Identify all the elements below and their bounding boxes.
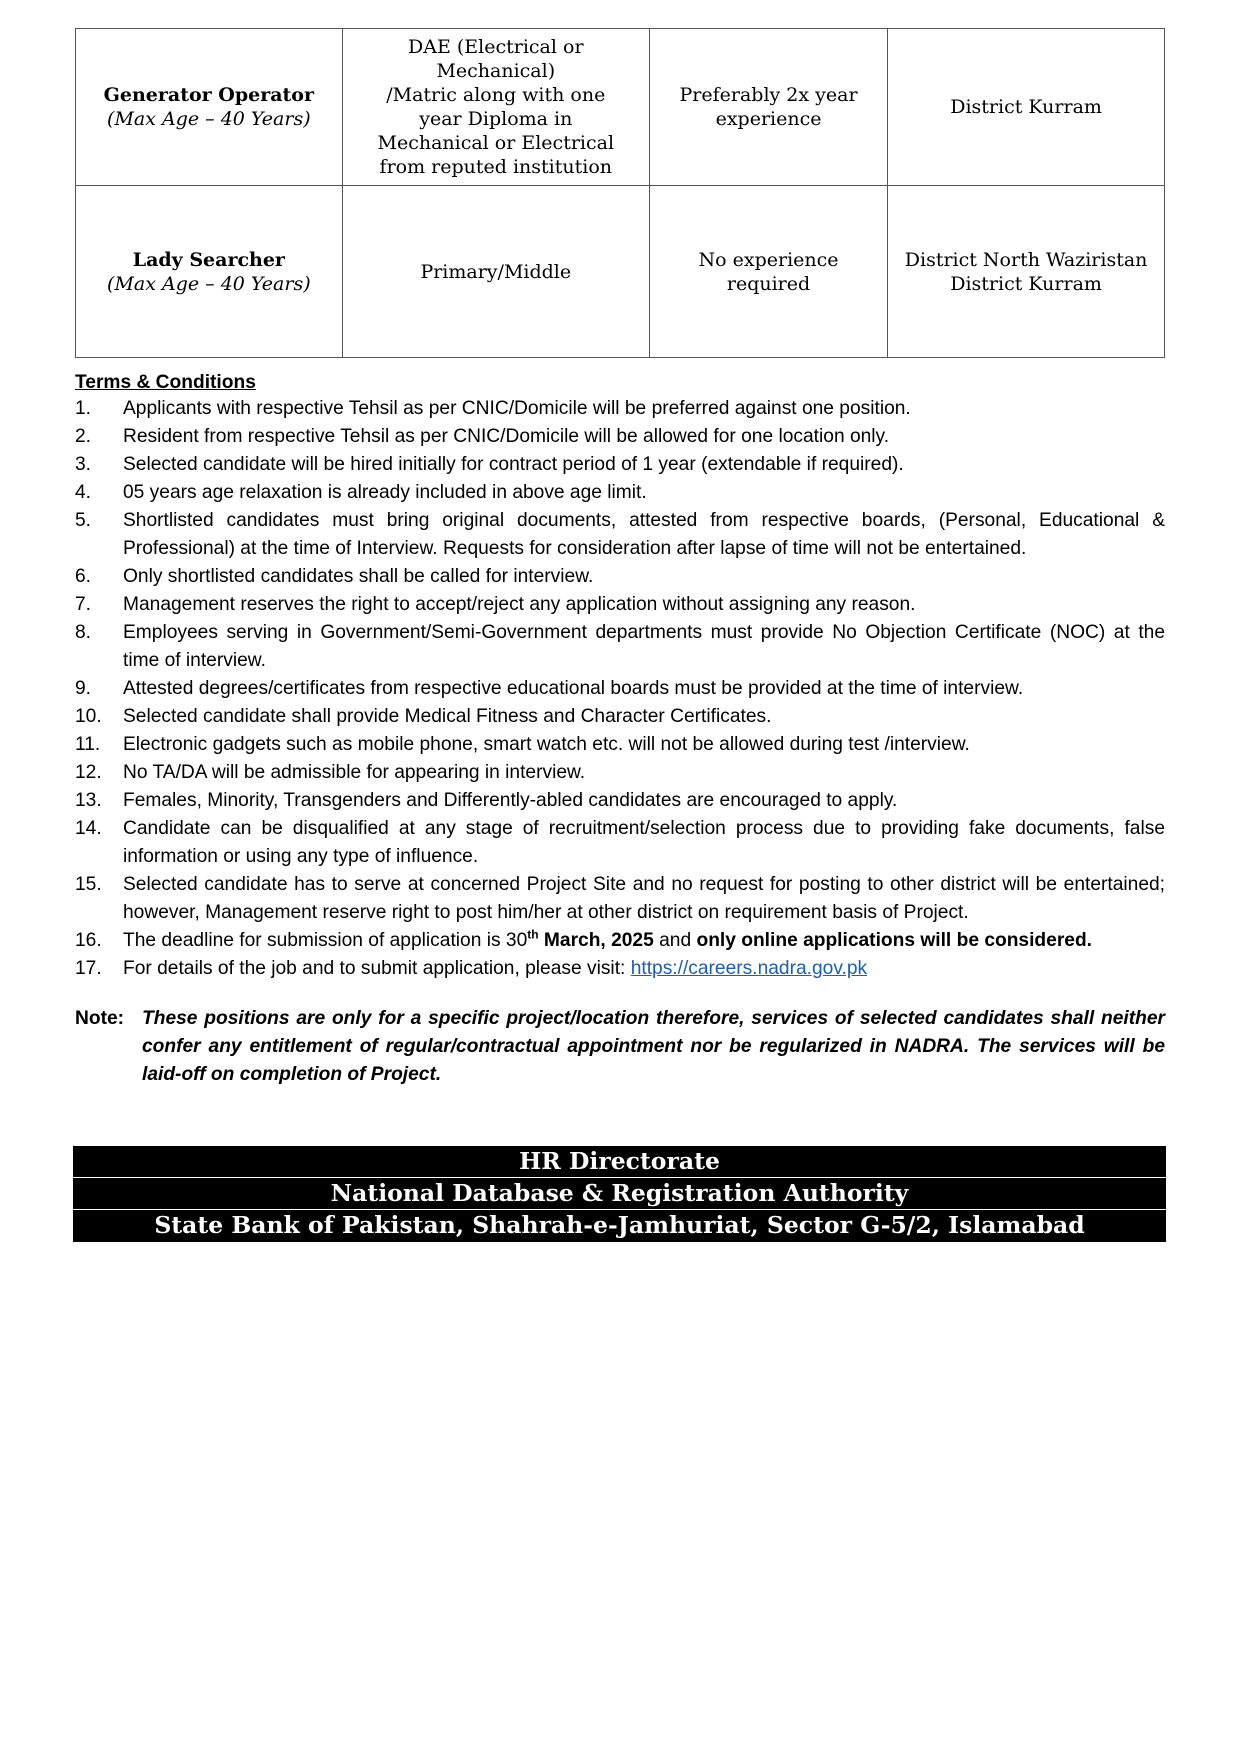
note-label: Note: bbox=[75, 1008, 125, 1029]
item-text: Applicants with respective Tehsil as per CNIC/Domicile will be preferred against one position. bbox=[123, 398, 911, 419]
item-number: 15. bbox=[75, 874, 102, 895]
item-number: 10. bbox=[75, 706, 102, 727]
experience-cell bbox=[649, 29, 887, 186]
position-title: Lady Searcher bbox=[132, 248, 285, 271]
positions-table bbox=[75, 28, 1165, 358]
item-number: 1. bbox=[75, 398, 92, 419]
position-cell bbox=[76, 29, 343, 186]
footer-authority: National Database & Registration Authority bbox=[73, 1178, 1166, 1210]
careers-prefix: For details of the job and to submit application, please visit: bbox=[123, 958, 631, 979]
item-text: Females, Minority, Transgenders and Differently-abled candidates are encouraged to apply. bbox=[123, 790, 898, 811]
item-number: 12. bbox=[75, 762, 102, 783]
list-item bbox=[75, 451, 1165, 479]
list-item bbox=[75, 479, 1165, 507]
item-number: 11. bbox=[75, 734, 101, 755]
list-item bbox=[75, 703, 1165, 731]
deadline-middle: and bbox=[653, 930, 697, 951]
qualification-line: Mechanical or Electrical bbox=[377, 132, 615, 154]
item-number: 14. bbox=[75, 818, 102, 839]
list-item bbox=[75, 563, 1165, 591]
location-line: District North Waziristan bbox=[904, 248, 1148, 271]
list-item bbox=[75, 787, 1165, 815]
document-page bbox=[75, 28, 1165, 1089]
item-text: Shortlisted candidates must bring original documents, attested from respective boards, (Personal, Educational & Professional) at the time of Interview. Requests for consideration after lapse of time will not be entertained. bbox=[123, 510, 1165, 559]
qualification-line: year Diploma in bbox=[419, 108, 573, 130]
list-item bbox=[75, 815, 1165, 871]
position-max-age: (Max Age – 40 Years) bbox=[107, 108, 311, 130]
qualification-line: DAE (Electrical or bbox=[408, 36, 584, 58]
location-cell bbox=[888, 186, 1165, 358]
item-number: 8. bbox=[75, 622, 92, 643]
item-text: Resident from respective Tehsil as per CNIC/Domicile will be allowed for one location only. bbox=[123, 426, 890, 447]
item-number: 17. bbox=[75, 958, 102, 979]
note-text: These positions are only for a specific project/location therefore, services of selected candidates shall neither confer any entitlement of regular/contractual appointment nor be regularized in NADRA. The services will be laid-off on completion of Project. bbox=[142, 1008, 1165, 1085]
list-item bbox=[75, 507, 1165, 563]
list-item bbox=[75, 759, 1165, 787]
item-text: Only shortlisted candidates shall be called for interview. bbox=[123, 566, 594, 587]
list-item bbox=[75, 675, 1165, 703]
item-text: No TA/DA will be admissible for appearing in interview. bbox=[123, 762, 586, 783]
qualification-line: Mechanical) bbox=[436, 60, 556, 82]
item-number: 13. bbox=[75, 790, 102, 811]
qualification-line: Primary/Middle bbox=[420, 260, 572, 283]
list-item bbox=[75, 619, 1165, 675]
footer-address: State Bank of Pakistan, Shahrah-e-Jamhuriat, Sector G-5/2, Islamabad bbox=[154, 1211, 1085, 1239]
item-number: 6. bbox=[75, 566, 92, 587]
item-text: 05 years age relaxation is already included in above age limit. bbox=[123, 482, 647, 503]
item-text: Management reserves the right to accept/reject any application without assigning any reason. bbox=[123, 594, 916, 615]
item-text: Selected candidate will be hired initially for contract period of 1 year (extendable if required). bbox=[123, 454, 904, 475]
footer-directorate: HR Directorate bbox=[73, 1146, 1166, 1178]
experience-line: No experience bbox=[698, 248, 839, 271]
item-text: Attested degrees/certificates from respective educational boards must be provided at the time of interview. bbox=[123, 678, 1024, 699]
item-number: 3. bbox=[75, 454, 92, 475]
item-number: 7. bbox=[75, 594, 92, 615]
qualification-line: /Matric along with one bbox=[386, 84, 606, 106]
experience-cell bbox=[649, 186, 887, 358]
table-row bbox=[76, 186, 1165, 358]
item-text: Selected candidate shall provide Medical Fitness and Character Certificates. bbox=[123, 706, 772, 727]
location-line: District Kurram bbox=[950, 272, 1102, 295]
item-number: 9. bbox=[75, 678, 92, 699]
list-item bbox=[75, 423, 1165, 451]
item-number: 16. bbox=[75, 930, 102, 951]
item-text: Selected candidate has to serve at concerned Project Site and no request for posting to other district will be entertained; however, Management reserve right to post him/her at other district on requirement basis of Project. bbox=[123, 874, 1165, 923]
item-text: Candidate can be disqualified at any stage of recruitment/selection process due to providing fake documents, false information or using any type of influence. bbox=[123, 818, 1165, 867]
careers-link[interactable]: https://careers.nadra.gov.pk bbox=[630, 958, 868, 979]
deadline-date: March, 2025 bbox=[538, 930, 654, 951]
item-text: Electronic gadgets such as mobile phone, smart watch etc. will not be allowed during test /interview. bbox=[123, 734, 970, 755]
list-item bbox=[75, 731, 1165, 759]
terms-section bbox=[75, 370, 1165, 983]
deadline-prefix: The deadline for submission of application is 30 bbox=[123, 930, 528, 951]
table-row bbox=[76, 29, 1165, 186]
list-item-deadline bbox=[75, 927, 1165, 955]
item-number: 5. bbox=[75, 510, 92, 531]
position-title: Generator Operator bbox=[103, 84, 314, 106]
list-item bbox=[75, 591, 1165, 619]
item-number: 2. bbox=[75, 426, 92, 447]
footer-banner bbox=[73, 1146, 1166, 1242]
position-max-age: (Max Age – 40 Years) bbox=[107, 272, 311, 295]
deadline-online-only: only online applications will be considered. bbox=[696, 930, 1093, 951]
list-item-careers bbox=[75, 955, 1165, 983]
qualification-cell bbox=[342, 186, 649, 358]
location-line: District Kurram bbox=[950, 96, 1102, 118]
item-text: Employees serving in Government/Semi-Government departments must provide No Objection Certificate (NOC) at the time of interview. bbox=[123, 622, 1165, 671]
experience-line: required bbox=[726, 272, 811, 295]
experience-line: Preferably 2x year bbox=[679, 84, 858, 106]
qualification-cell bbox=[342, 29, 649, 186]
note-section bbox=[75, 1005, 1165, 1089]
position-cell bbox=[76, 186, 343, 358]
terms-heading: Terms & Conditions bbox=[75, 372, 256, 393]
qualification-line: from reputed institution bbox=[379, 156, 612, 178]
list-item bbox=[75, 871, 1165, 927]
terms-list bbox=[75, 395, 1165, 983]
experience-line: experience bbox=[715, 108, 822, 130]
list-item bbox=[75, 395, 1165, 423]
deadline-superscript: th bbox=[527, 927, 539, 942]
item-number: 4. bbox=[75, 482, 92, 503]
location-cell bbox=[888, 29, 1165, 186]
